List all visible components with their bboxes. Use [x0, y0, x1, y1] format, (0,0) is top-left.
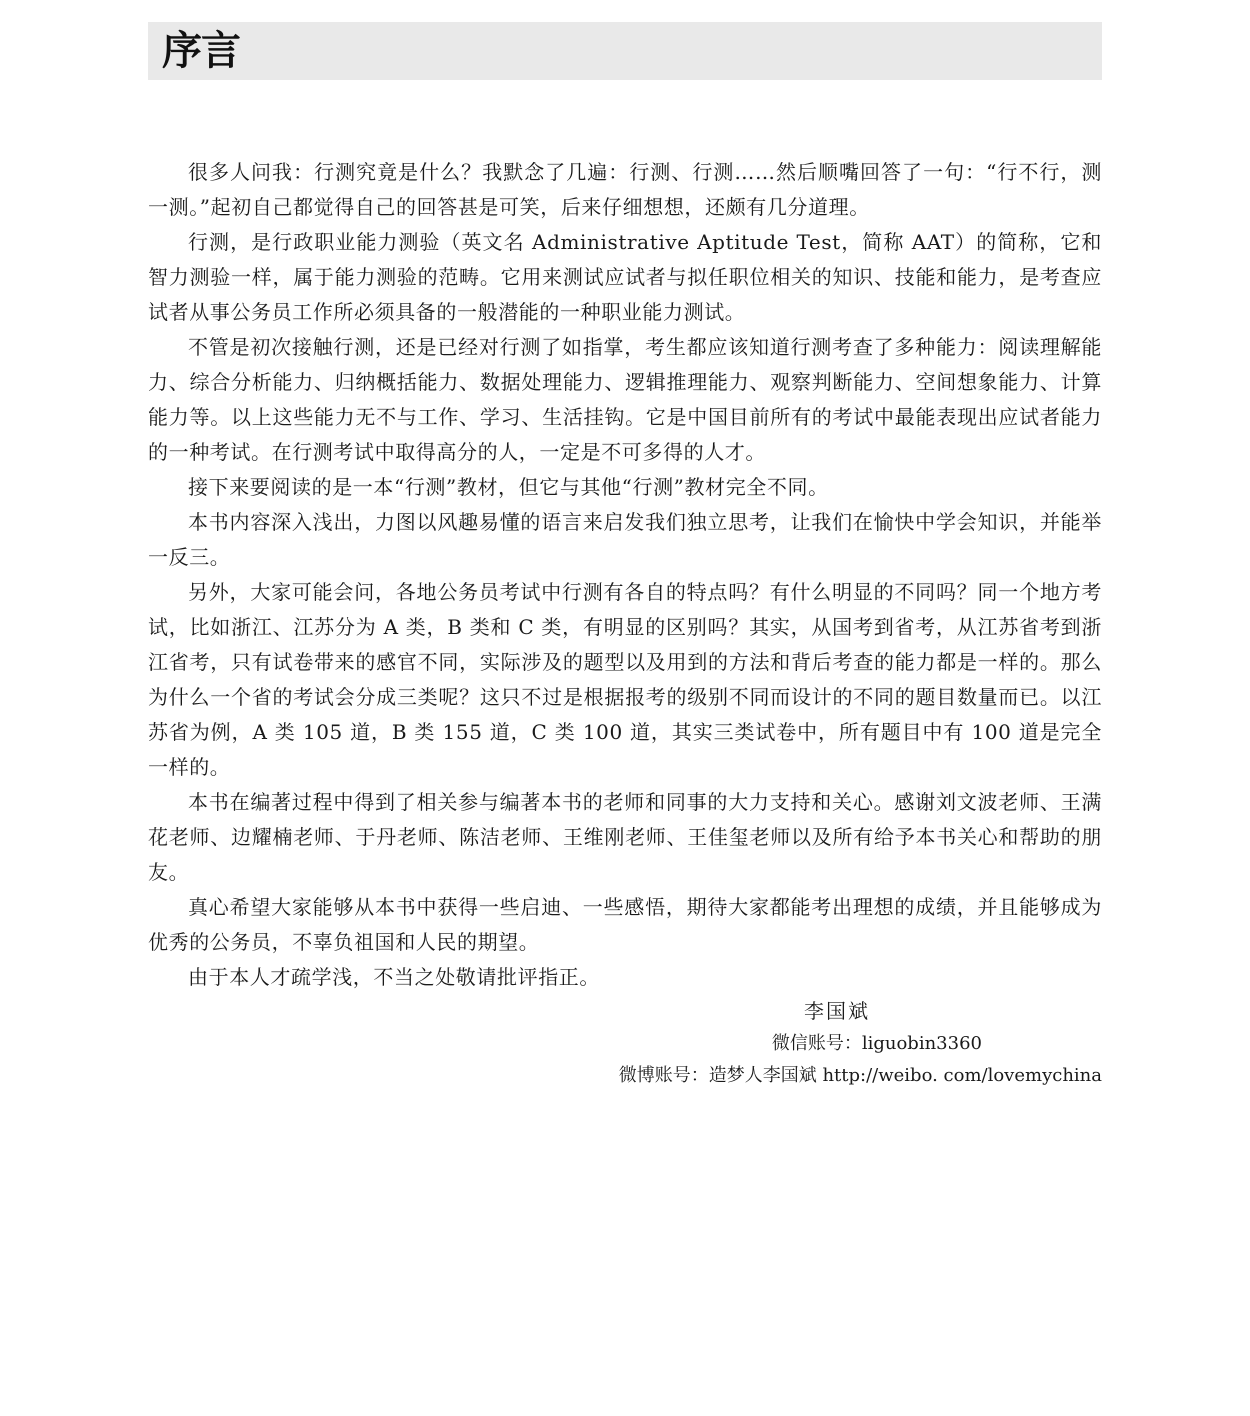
paragraph-5: 本书内容深入浅出，力图以风趣易懂的语言来启发我们独立思考，让我们在愉快中学会知识，并能举一反三。	[148, 510, 1102, 569]
header-bar	[148, 22, 1102, 80]
paragraph-7: 本书在编著过程中得到了相关参与编著本书的老师和同事的大力支持和关心。感谢刘文波老师、王满花老师、边耀楠老师、于丹老师、陈洁老师、王维刚老师、王佳玺老师以及所有给予本书关心和帮助的朋友。	[148, 790, 1102, 884]
author-name: 李国斌	[804, 999, 870, 1023]
weibo-account: 微博账号：造梦人李国斌 http://weibo. com/lovemychina	[618, 1065, 1102, 1086]
paragraph-9: 由于本人才疏学浅，不当之处敬请批评指正。	[188, 965, 600, 989]
paragraph-6: 另外，大家可能会问，各地公务员考试中行测有各自的特点吗？有什么明显的不同吗？同一个地方考试，比如浙江、江苏分为 A 类，B 类和 C 类，有明显的区别吗？其实，从国考到省考，从江苏省考到浙江省考，只有试卷带来的感官不同，实际涉及的题型以及用到的方法和背后考查的能力都是一样的。那么为什么一个省的考试会分成三类呢？这只不过是根据报考的级别不同而设计的不同的题目数量而已。以江苏省为例，A 类 105 道，B 类 155 道，C 类 100 道，其实三类试卷中，所有题目中有 100 道是完全一样的。	[148, 580, 1102, 779]
wechat-account: 微信账号：liguobin3360	[771, 1033, 982, 1054]
paragraph-4: 接下来要阅读的是一本“行测”教材，但它与其他“行测”教材完全不同。	[188, 475, 829, 499]
paragraph-1: 很多人问我：行测究竟是什么？我默念了几遍：行测、行测……然后顺嘴回答了一句：“行不行，测一测。”起初自己都觉得自己的回答甚是可笑，后来仔细想想，还颇有几分道理。	[148, 160, 1102, 219]
page-title: 序言	[162, 28, 240, 74]
paragraph-8: 真心希望大家能够从本书中获得一些启迪、一些感悟，期待大家都能考出理想的成绩，并且能够成为优秀的公务员，不辜负祖国和人民的期望。	[148, 895, 1102, 954]
preface-body	[148, 155, 1102, 995]
paragraph-2: 行测，是行政职业能力测验（英文名 Administrative Aptitude Test，简称 AAT）的简称，它和智力测验一样，属于能力测验的范畴。它用来测试应试者与拟任职位相关的知识、技能和能力，是考查应试者从事公务员工作所必须具备的一般潜能的一种职业能力测试。	[148, 230, 1102, 324]
paragraph-3: 不管是初次接触行测，还是已经对行测了如指掌，考生都应该知道行测考查了多种能力：阅读理解能力、综合分析能力、归纳概括能力、数据处理能力、逻辑推理能力、观察判断能力、空间想象能力、计算能力等。以上这些能力无不与工作、学习、生活挂钩。它是中国目前所有的考试中最能表现出应试者能力的一种考试。在行测考试中取得高分的人，一定是不可多得的人才。	[148, 335, 1102, 464]
